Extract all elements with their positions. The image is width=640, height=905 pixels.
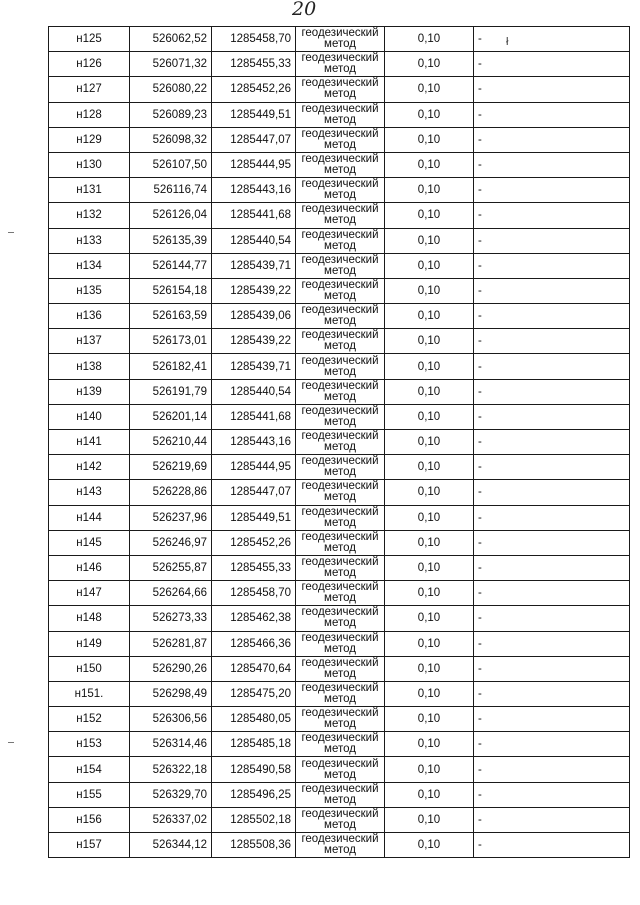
accuracy-cell: 0,10: [385, 606, 474, 631]
point-name-cell: н156: [49, 807, 130, 832]
x-coordinate-cell: 526337,02: [130, 807, 212, 832]
table-row: [49, 102, 630, 127]
x-coordinate-cell: 526329,70: [130, 782, 212, 807]
x-coordinate-cell: 526219,69: [130, 455, 212, 480]
point-name-cell: н144: [49, 505, 130, 530]
point-name-cell: н139: [49, 379, 130, 404]
point-name-cell: н131: [49, 178, 130, 203]
handwritten-tick-mark: ł: [506, 36, 509, 48]
accuracy-cell: 0,10: [385, 707, 474, 732]
y-coordinate-cell: 1285490,58: [212, 757, 296, 782]
table-row: [49, 354, 630, 379]
note-cell: -: [474, 178, 630, 203]
note-cell: -: [474, 681, 630, 706]
x-coordinate-cell: 526071,32: [130, 52, 212, 77]
accuracy-cell: 0,10: [385, 480, 474, 505]
x-coordinate-cell: 526080,22: [130, 77, 212, 102]
method-cell: геодезический метод: [296, 127, 385, 152]
method-cell: геодезический метод: [296, 329, 385, 354]
accuracy-cell: 0,10: [385, 555, 474, 580]
x-coordinate-cell: 526154,18: [130, 278, 212, 303]
note-cell: -: [474, 127, 630, 152]
note-cell: -: [474, 707, 630, 732]
y-coordinate-cell: 1285496,25: [212, 782, 296, 807]
y-coordinate-cell: 1285502,18: [212, 807, 296, 832]
y-coordinate-cell: 1285458,70: [212, 581, 296, 606]
note-cell: -: [474, 480, 630, 505]
note-cell: -: [474, 329, 630, 354]
method-cell: геодезический метод: [296, 430, 385, 455]
method-cell: геодезический метод: [296, 304, 385, 329]
note-cell: -: [474, 833, 630, 858]
accuracy-cell: 0,10: [385, 404, 474, 429]
method-cell: геодезический метод: [296, 480, 385, 505]
table-row: [49, 480, 630, 505]
note-cell: -: [474, 430, 630, 455]
method-cell: геодезический метод: [296, 27, 385, 52]
y-coordinate-cell: 1285441,68: [212, 203, 296, 228]
table-row: [49, 606, 630, 631]
y-coordinate-cell: 1285443,16: [212, 430, 296, 455]
x-coordinate-cell: 526201,14: [130, 404, 212, 429]
x-coordinate-cell: 526322,18: [130, 757, 212, 782]
x-coordinate-cell: 526264,66: [130, 581, 212, 606]
note-cell: -: [474, 782, 630, 807]
margin-mark: [8, 742, 14, 743]
note-cell: -: [474, 807, 630, 832]
y-coordinate-cell: 1285440,54: [212, 379, 296, 404]
x-coordinate-cell: 526089,23: [130, 102, 212, 127]
table-row: [49, 329, 630, 354]
method-cell: геодезический метод: [296, 102, 385, 127]
accuracy-cell: 0,10: [385, 807, 474, 832]
y-coordinate-cell: 1285475,20: [212, 681, 296, 706]
coordinates-table-body: [49, 27, 630, 858]
note-cell: -: [474, 757, 630, 782]
method-cell: геодезический метод: [296, 404, 385, 429]
table-row: [49, 732, 630, 757]
accuracy-cell: 0,10: [385, 152, 474, 177]
note-cell: -: [474, 203, 630, 228]
point-name-cell: н125: [49, 27, 130, 52]
accuracy-cell: 0,10: [385, 52, 474, 77]
note-cell: -: [474, 505, 630, 530]
table-row: [49, 631, 630, 656]
method-cell: геодезический метод: [296, 379, 385, 404]
table-row: [49, 278, 630, 303]
x-coordinate-cell: 526273,33: [130, 606, 212, 631]
x-coordinate-cell: 526314,46: [130, 732, 212, 757]
y-coordinate-cell: 1285439,71: [212, 253, 296, 278]
y-coordinate-cell: 1285439,06: [212, 304, 296, 329]
x-coordinate-cell: 526237,96: [130, 505, 212, 530]
accuracy-cell: 0,10: [385, 178, 474, 203]
point-name-cell: н157: [49, 833, 130, 858]
note-cell: -: [474, 253, 630, 278]
point-name-cell: н148: [49, 606, 130, 631]
method-cell: геодезический метод: [296, 278, 385, 303]
point-name-cell: н136: [49, 304, 130, 329]
accuracy-cell: 0,10: [385, 203, 474, 228]
accuracy-cell: 0,10: [385, 782, 474, 807]
x-coordinate-cell: 526298,49: [130, 681, 212, 706]
accuracy-cell: 0,10: [385, 505, 474, 530]
x-coordinate-cell: 526173,01: [130, 329, 212, 354]
note-cell: -: [474, 404, 630, 429]
accuracy-cell: 0,10: [385, 732, 474, 757]
method-cell: геодезический метод: [296, 606, 385, 631]
note-cell: -: [474, 304, 630, 329]
method-cell: геодезический метод: [296, 530, 385, 555]
method-cell: геодезический метод: [296, 253, 385, 278]
coordinates-table: [48, 26, 630, 858]
y-coordinate-cell: 1285462,38: [212, 606, 296, 631]
accuracy-cell: 0,10: [385, 304, 474, 329]
point-name-cell: н135: [49, 278, 130, 303]
y-coordinate-cell: 1285480,05: [212, 707, 296, 732]
point-name-cell: н150: [49, 656, 130, 681]
x-coordinate-cell: 526098,32: [130, 127, 212, 152]
point-name-cell: н132: [49, 203, 130, 228]
method-cell: геодезический метод: [296, 581, 385, 606]
accuracy-cell: 0,10: [385, 681, 474, 706]
method-cell: геодезический метод: [296, 631, 385, 656]
y-coordinate-cell: 1285470,64: [212, 656, 296, 681]
point-name-cell: н145: [49, 530, 130, 555]
method-cell: геодезический метод: [296, 681, 385, 706]
method-cell: геодезический метод: [296, 228, 385, 253]
x-coordinate-cell: 526255,87: [130, 555, 212, 580]
table-row: [49, 430, 630, 455]
method-cell: геодезический метод: [296, 732, 385, 757]
note-cell: -: [474, 77, 630, 102]
method-cell: геодезический метод: [296, 555, 385, 580]
point-name-cell: н146: [49, 555, 130, 580]
method-cell: геодезический метод: [296, 505, 385, 530]
note-cell: -: [474, 455, 630, 480]
note-cell: -: [474, 228, 630, 253]
method-cell: геодезический метод: [296, 178, 385, 203]
method-cell: геодезический метод: [296, 757, 385, 782]
y-coordinate-cell: 1285439,22: [212, 278, 296, 303]
point-name-cell: н129: [49, 127, 130, 152]
y-coordinate-cell: 1285447,07: [212, 127, 296, 152]
note-cell: -: [474, 555, 630, 580]
table-row: [49, 530, 630, 555]
note-cell: -: [474, 606, 630, 631]
method-cell: геодезический метод: [296, 354, 385, 379]
table-row: [49, 178, 630, 203]
accuracy-cell: 0,10: [385, 27, 474, 52]
table-row: [49, 782, 630, 807]
note-cell: -: [474, 631, 630, 656]
x-coordinate-cell: 526116,74: [130, 178, 212, 203]
accuracy-cell: 0,10: [385, 77, 474, 102]
point-name-cell: н142: [49, 455, 130, 480]
method-cell: геодезический метод: [296, 656, 385, 681]
note-cell: -: [474, 152, 630, 177]
x-coordinate-cell: 526228,86: [130, 480, 212, 505]
point-name-cell: н152: [49, 707, 130, 732]
table-row: [49, 581, 630, 606]
point-name-cell: н126: [49, 52, 130, 77]
point-name-cell: н155: [49, 782, 130, 807]
x-coordinate-cell: 526144,77: [130, 253, 212, 278]
point-name-cell: н143: [49, 480, 130, 505]
y-coordinate-cell: 1285449,51: [212, 102, 296, 127]
accuracy-cell: 0,10: [385, 253, 474, 278]
y-coordinate-cell: 1285466,36: [212, 631, 296, 656]
accuracy-cell: 0,10: [385, 455, 474, 480]
note-cell: -: [474, 656, 630, 681]
accuracy-cell: 0,10: [385, 278, 474, 303]
point-name-cell: н147: [49, 581, 130, 606]
table-row: [49, 757, 630, 782]
note-cell: -: [474, 27, 630, 52]
point-name-cell: н134: [49, 253, 130, 278]
x-coordinate-cell: 526290,26: [130, 656, 212, 681]
accuracy-cell: 0,10: [385, 530, 474, 555]
point-name-cell: н141: [49, 430, 130, 455]
table-row: [49, 807, 630, 832]
y-coordinate-cell: 1285444,95: [212, 152, 296, 177]
x-coordinate-cell: 526246,97: [130, 530, 212, 555]
x-coordinate-cell: 526306,56: [130, 707, 212, 732]
y-coordinate-cell: 1285443,16: [212, 178, 296, 203]
table-row: [49, 304, 630, 329]
accuracy-cell: 0,10: [385, 833, 474, 858]
x-coordinate-cell: 526135,39: [130, 228, 212, 253]
accuracy-cell: 0,10: [385, 631, 474, 656]
table-row: [49, 505, 630, 530]
method-cell: геодезический метод: [296, 77, 385, 102]
point-name-cell: н128: [49, 102, 130, 127]
y-coordinate-cell: 1285449,51: [212, 505, 296, 530]
note-cell: -: [474, 52, 630, 77]
accuracy-cell: 0,10: [385, 656, 474, 681]
x-coordinate-cell: 526344,12: [130, 833, 212, 858]
table-row: [49, 656, 630, 681]
y-coordinate-cell: 1285452,26: [212, 77, 296, 102]
table-row: [49, 253, 630, 278]
y-coordinate-cell: 1285508,36: [212, 833, 296, 858]
x-coordinate-cell: 526062,52: [130, 27, 212, 52]
point-name-cell: н137: [49, 329, 130, 354]
point-name-cell: н153: [49, 732, 130, 757]
note-cell: -: [474, 732, 630, 757]
y-coordinate-cell: 1285458,70: [212, 27, 296, 52]
point-name-cell: н154: [49, 757, 130, 782]
x-coordinate-cell: 526107,50: [130, 152, 212, 177]
margin-mark: [8, 232, 14, 233]
method-cell: геодезический метод: [296, 782, 385, 807]
y-coordinate-cell: 1285455,33: [212, 555, 296, 580]
x-coordinate-cell: 526126,04: [130, 203, 212, 228]
accuracy-cell: 0,10: [385, 228, 474, 253]
method-cell: геодезический метод: [296, 203, 385, 228]
method-cell: геодезический метод: [296, 833, 385, 858]
point-name-cell: н151.: [49, 681, 130, 706]
note-cell: -: [474, 354, 630, 379]
note-cell: -: [474, 102, 630, 127]
table-row: [49, 379, 630, 404]
y-coordinate-cell: 1285441,68: [212, 404, 296, 429]
point-name-cell: н127: [49, 77, 130, 102]
y-coordinate-cell: 1285452,26: [212, 530, 296, 555]
y-coordinate-cell: 1285440,54: [212, 228, 296, 253]
y-coordinate-cell: 1285439,71: [212, 354, 296, 379]
table-row: [49, 833, 630, 858]
accuracy-cell: 0,10: [385, 757, 474, 782]
method-cell: геодезический метод: [296, 52, 385, 77]
point-name-cell: н130: [49, 152, 130, 177]
point-name-cell: н138: [49, 354, 130, 379]
point-name-cell: н133: [49, 228, 130, 253]
x-coordinate-cell: 526210,44: [130, 430, 212, 455]
table-row: [49, 555, 630, 580]
note-cell: -: [474, 379, 630, 404]
point-name-cell: н140: [49, 404, 130, 429]
y-coordinate-cell: 1285439,22: [212, 329, 296, 354]
y-coordinate-cell: 1285447,07: [212, 480, 296, 505]
x-coordinate-cell: 526191,79: [130, 379, 212, 404]
accuracy-cell: 0,10: [385, 329, 474, 354]
table-row: [49, 152, 630, 177]
method-cell: геодезический метод: [296, 807, 385, 832]
table-row: [49, 203, 630, 228]
accuracy-cell: 0,10: [385, 354, 474, 379]
accuracy-cell: 0,10: [385, 430, 474, 455]
x-coordinate-cell: 526163,59: [130, 304, 212, 329]
accuracy-cell: 0,10: [385, 581, 474, 606]
table-row: [49, 455, 630, 480]
accuracy-cell: 0,10: [385, 379, 474, 404]
table-row: [49, 681, 630, 706]
table-row: [49, 77, 630, 102]
y-coordinate-cell: 1285444,95: [212, 455, 296, 480]
note-cell: -: [474, 581, 630, 606]
accuracy-cell: 0,10: [385, 102, 474, 127]
table-row: [49, 27, 630, 52]
table-row: [49, 127, 630, 152]
accuracy-cell: 0,10: [385, 127, 474, 152]
note-cell: -: [474, 530, 630, 555]
y-coordinate-cell: 1285485,18: [212, 732, 296, 757]
x-coordinate-cell: 526281,87: [130, 631, 212, 656]
table-row: [49, 404, 630, 429]
x-coordinate-cell: 526182,41: [130, 354, 212, 379]
method-cell: геодезический метод: [296, 455, 385, 480]
method-cell: геодезический метод: [296, 707, 385, 732]
y-coordinate-cell: 1285455,33: [212, 52, 296, 77]
table-row: [49, 228, 630, 253]
page-number: 20: [292, 0, 317, 20]
point-name-cell: н149: [49, 631, 130, 656]
table-row: [49, 707, 630, 732]
method-cell: геодезический метод: [296, 152, 385, 177]
table-row: [49, 52, 630, 77]
note-cell: -: [474, 278, 630, 303]
